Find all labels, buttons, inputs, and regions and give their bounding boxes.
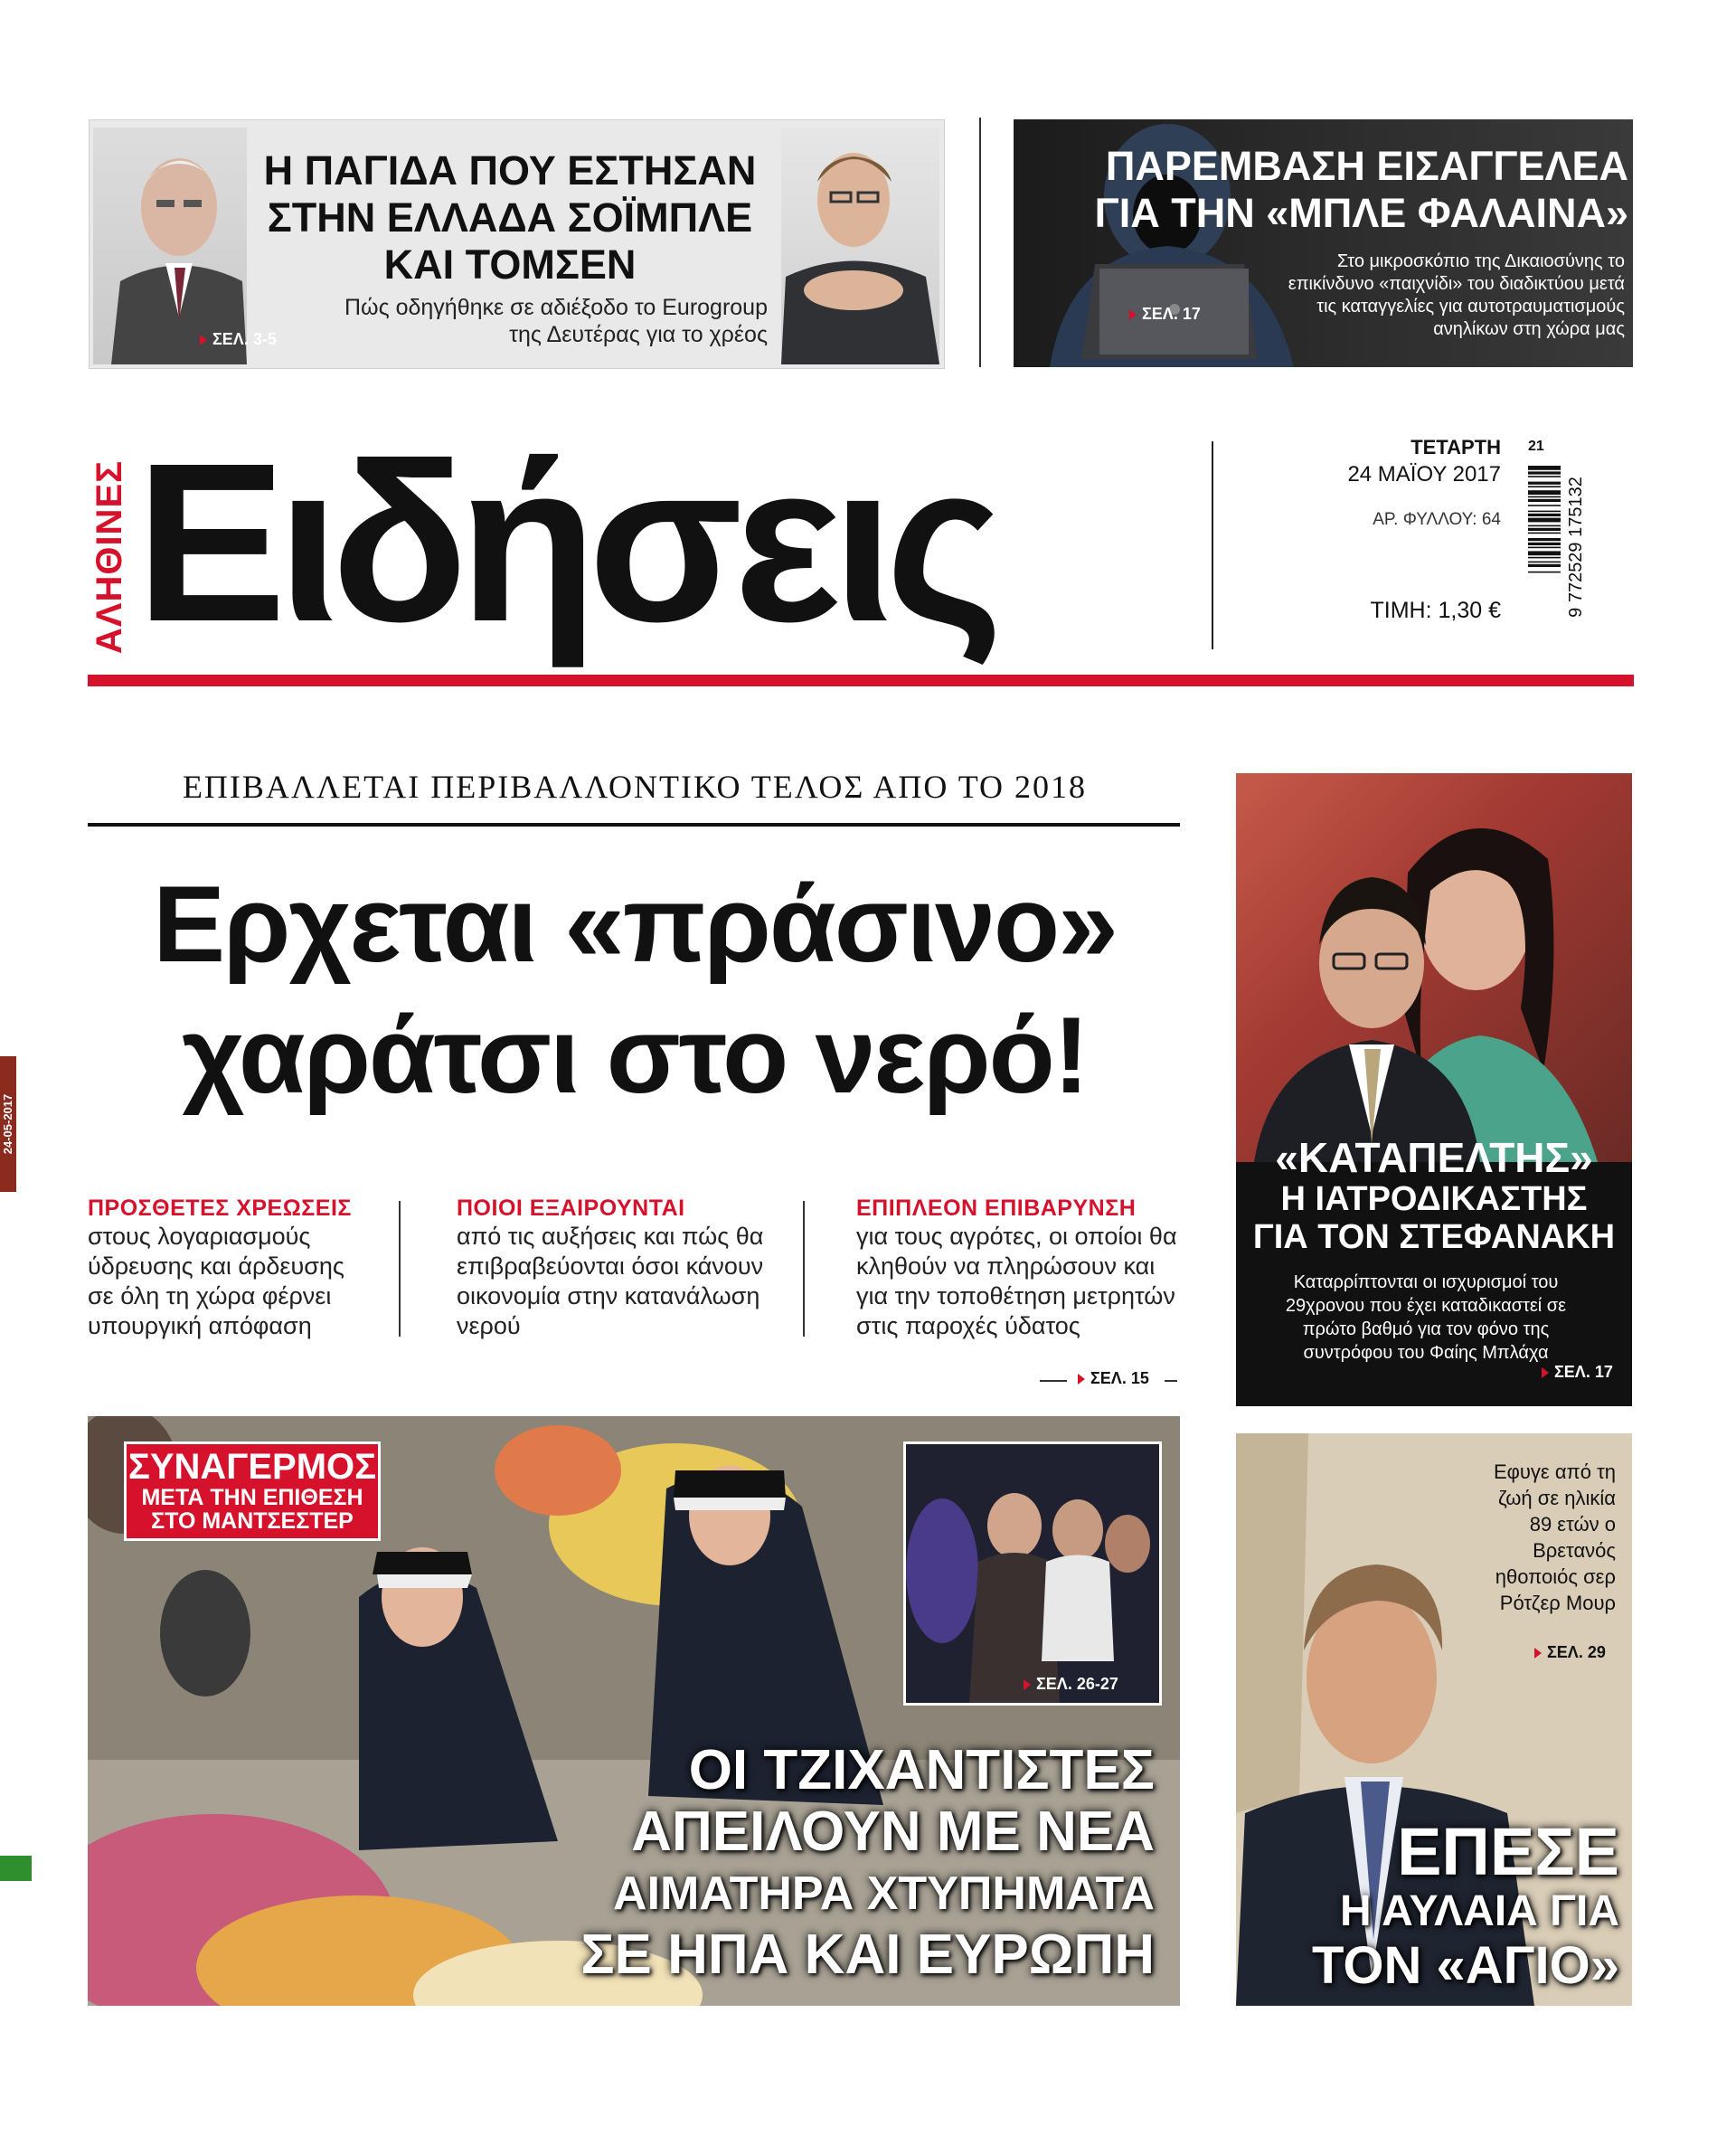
story-manchester[interactable] xyxy=(88,1416,1180,2006)
teaser-blue-whale-deck: Στο μικροσκόπιο της Δικαιοσύνης το επικίνδυνο «παιχνίδι» του διαδικτύου μετά τις καταγγελίες για αυτοτραυματισμούς ανηλίκων στη χώρα μας xyxy=(1288,251,1625,339)
lead-col-2-head: ΠΟΙΟΙ ΕΞΑΙΡΟΥΝΤΑΙ xyxy=(457,1196,685,1221)
issue-day: ΤΕΤΑΡΤΗ xyxy=(1410,436,1501,458)
barcode-bar xyxy=(1528,471,1561,474)
masthead-info xyxy=(1266,434,1501,624)
edge-color-tab xyxy=(0,1856,32,1881)
page-ref-29[interactable]: ΣΕΛ. 29 xyxy=(1534,1643,1606,1662)
barcode-bar xyxy=(1528,496,1561,498)
photo-schauble xyxy=(93,128,247,364)
barcode-bars xyxy=(1528,439,1564,656)
col-divider-1 xyxy=(399,1201,401,1337)
teaser-eurogroup[interactable] xyxy=(89,119,945,369)
catapult-deck: Καταρρίπτονται οι ισχυρισμοί του 29χρονου που έχει καταδικαστεί σε πρώτο βαθμό για τον φόνο της συντρόφου του Φαίης Μπλάχα xyxy=(1285,1272,1567,1363)
teaser-blue-whale[interactable] xyxy=(1014,119,1633,367)
page-ref-17-top[interactable]: ΣΕΛ. 17 xyxy=(1129,305,1201,324)
barcode-bar xyxy=(1528,505,1561,506)
barcode-bar xyxy=(1528,482,1561,485)
lead-col-3 xyxy=(856,1196,1191,1341)
lead-headline: Ερχεται «πράσινο» χαράτσι στο νερό! xyxy=(153,864,1117,1116)
photo-couple xyxy=(1236,773,1632,1162)
page-ref-15[interactable]: ΣΕΛ. 15 xyxy=(1078,1369,1149,1388)
page-ref-17-catapult[interactable]: ΣΕΛ. 17 xyxy=(1542,1363,1613,1382)
barcode-bar xyxy=(1528,547,1561,549)
teaser-blue-whale-headline: ΠΑΡΕΜΒΑΣΗ ΕΙΣΑΓΓΕΛΕΑ ΓΙΑ ΤΗΝ «ΜΠΛΕ ΦΑΛΑΙΝΑ» xyxy=(1094,143,1628,236)
manchester-badge: ΣΥΝΑΓΕΡΜΟΣ ΜΕΤΑ ΤΗΝ ΕΠΙΘΕΣΗ ΣΤΟ ΜΑΝΤΣΕΣΤΕΡ xyxy=(124,1441,381,1541)
lead-col-3-body: για τους αγρότες, οι οποίοι θα κληθούν να πληρώσουν και για την τοποθέτηση μετρητών στις παροχές ύδατος xyxy=(856,1223,1177,1339)
story-catapult[interactable] xyxy=(1236,773,1632,1406)
teaser-eurogroup-headline: Η ΠΑΓΙΔΑ ΠΟΥ ΕΣΤΗΣΑΝ ΣΤΗΝ ΕΛΛΑΔΑ ΣΟΪΜΠΛΕ ΚΑΙ ΤΟΜΣΕΝ xyxy=(263,147,757,288)
photo-thomsen xyxy=(781,128,939,364)
barcode-bar xyxy=(1528,564,1561,567)
masthead-title: Ειδήσεις xyxy=(136,416,995,668)
lead-col-1-head: ΠΡΟΣΘΕΤΕΣ ΧΡΕΩΣΕΙΣ xyxy=(88,1196,352,1221)
barcode-bar xyxy=(1528,551,1561,555)
photo-manchester-inset xyxy=(903,1441,1162,1706)
barcode-bar xyxy=(1528,466,1561,470)
edge-date-tab: 24-05-2017 xyxy=(0,1056,16,1192)
issue-date: 24 ΜΑΪΟΥ 2017 xyxy=(1347,462,1501,487)
barcode-bar xyxy=(1528,499,1561,502)
barcode-bar xyxy=(1528,525,1561,527)
masthead-divider xyxy=(1212,441,1213,649)
page-ref-3-5[interactable]: ΣΕΛ. 3-5 xyxy=(200,330,277,349)
moore-deck: Εφυγε από τη ζωή σε ηλικία 89 ετών ο Βρετανός ηθοποιός σερ Ρότζερ Μουρ xyxy=(1493,1460,1616,1614)
barcode-bar xyxy=(1528,490,1561,495)
lead-col-1-body: στους λογαριασμούς ύδρευσης και άρδευσης σε όλη τη χώρα φέρνει υπουργική απόφαση xyxy=(88,1223,344,1339)
issue-price: ΤΙΜΗ: 1,30 € xyxy=(1370,598,1501,623)
lead-kicker: ΕΠΙΒΑΛΛΕΤΑΙ ΠΕΡΙΒΑΛΛΟΝΤΙΚΟ ΤΕΛΟΣ ΑΠΟ ΤΟ 2018 xyxy=(182,769,1088,805)
moore-headline: ΕΠΕΣΕ Η ΑΥΛΑΙΑ ΓΙΑ ΤΟΝ «ΑΓΙΟ» xyxy=(1312,1814,1619,1995)
barcode-suffix: 21 xyxy=(1528,439,1544,454)
barcode-bar xyxy=(1528,486,1561,487)
barcode-bar xyxy=(1528,476,1561,477)
lead-col-3-head: ΕΠΙΠΛΕΟΝ ΕΠΙΒΑΡΥΝΣΗ xyxy=(856,1196,1137,1221)
catapult-headline: «ΚΑΤΑΠΕΛΤΗΣ» Η ΙΑΤΡΟΔΙΚΑΣΤΗΣ ΓΙΑ ΤΟΝ ΣΤΕΦΑΝΑΚΗ xyxy=(1252,1134,1616,1256)
issue-number: ΑΡ. ΦΥΛΛΟΥ: 64 xyxy=(1373,510,1501,529)
lead-ref-rule-right xyxy=(1165,1380,1177,1382)
lead-col-2-body: από τις αυξήσεις και πώς θα επιβραβεύονται όσοι κάνουν οικονομία στην κατανάλωση νερού xyxy=(457,1223,764,1339)
teaser-eurogroup-deck: Πώς οδηγήθηκε σε αδιέξοδο το Eurogroup της Δευτέρας για το χρέος xyxy=(344,295,768,347)
page-ref-26-27[interactable]: ΣΕΛ. 26-27 xyxy=(1024,1675,1118,1694)
barcode-bar xyxy=(1528,514,1561,516)
barcode-bar xyxy=(1528,528,1561,531)
masthead-vertical-label: ΑΛΗΘΙΝΕΣ xyxy=(90,459,129,655)
barcode-bar xyxy=(1528,538,1561,541)
barcode-bar xyxy=(1528,562,1561,563)
top-divider xyxy=(979,118,981,367)
barcode-bar xyxy=(1528,557,1561,559)
barcode-number: 9 772529 175132 xyxy=(1566,477,1586,618)
barcode-bar xyxy=(1528,511,1561,513)
barcode-bar xyxy=(1528,572,1561,573)
masthead-rule xyxy=(88,675,1634,686)
barcode xyxy=(1528,439,1632,656)
manchester-headline: ΟΙ ΤΖΙΧΑΝΤΙΣΤΕΣ ΑΠΕΙΛΟΥΝ ΜΕ ΝΕΑ ΑΙΜΑΤΗΡΑ ΧΤΥΠΗΜΑΤΑ ΣΕ ΗΠΑ ΚΑΙ ΕΥΡΩΠΗ xyxy=(580,1739,1155,1986)
lead-col-2 xyxy=(457,1196,782,1341)
barcode-bar xyxy=(1528,543,1561,545)
barcode-bar xyxy=(1528,533,1561,534)
barcode-bar xyxy=(1528,518,1561,523)
col-divider-2 xyxy=(803,1201,805,1337)
lead-ref-rule-left xyxy=(1040,1380,1067,1382)
lead-kicker-rule xyxy=(88,823,1180,827)
lead-col-1 xyxy=(88,1196,395,1341)
story-roger-moore[interactable] xyxy=(1236,1433,1632,2006)
